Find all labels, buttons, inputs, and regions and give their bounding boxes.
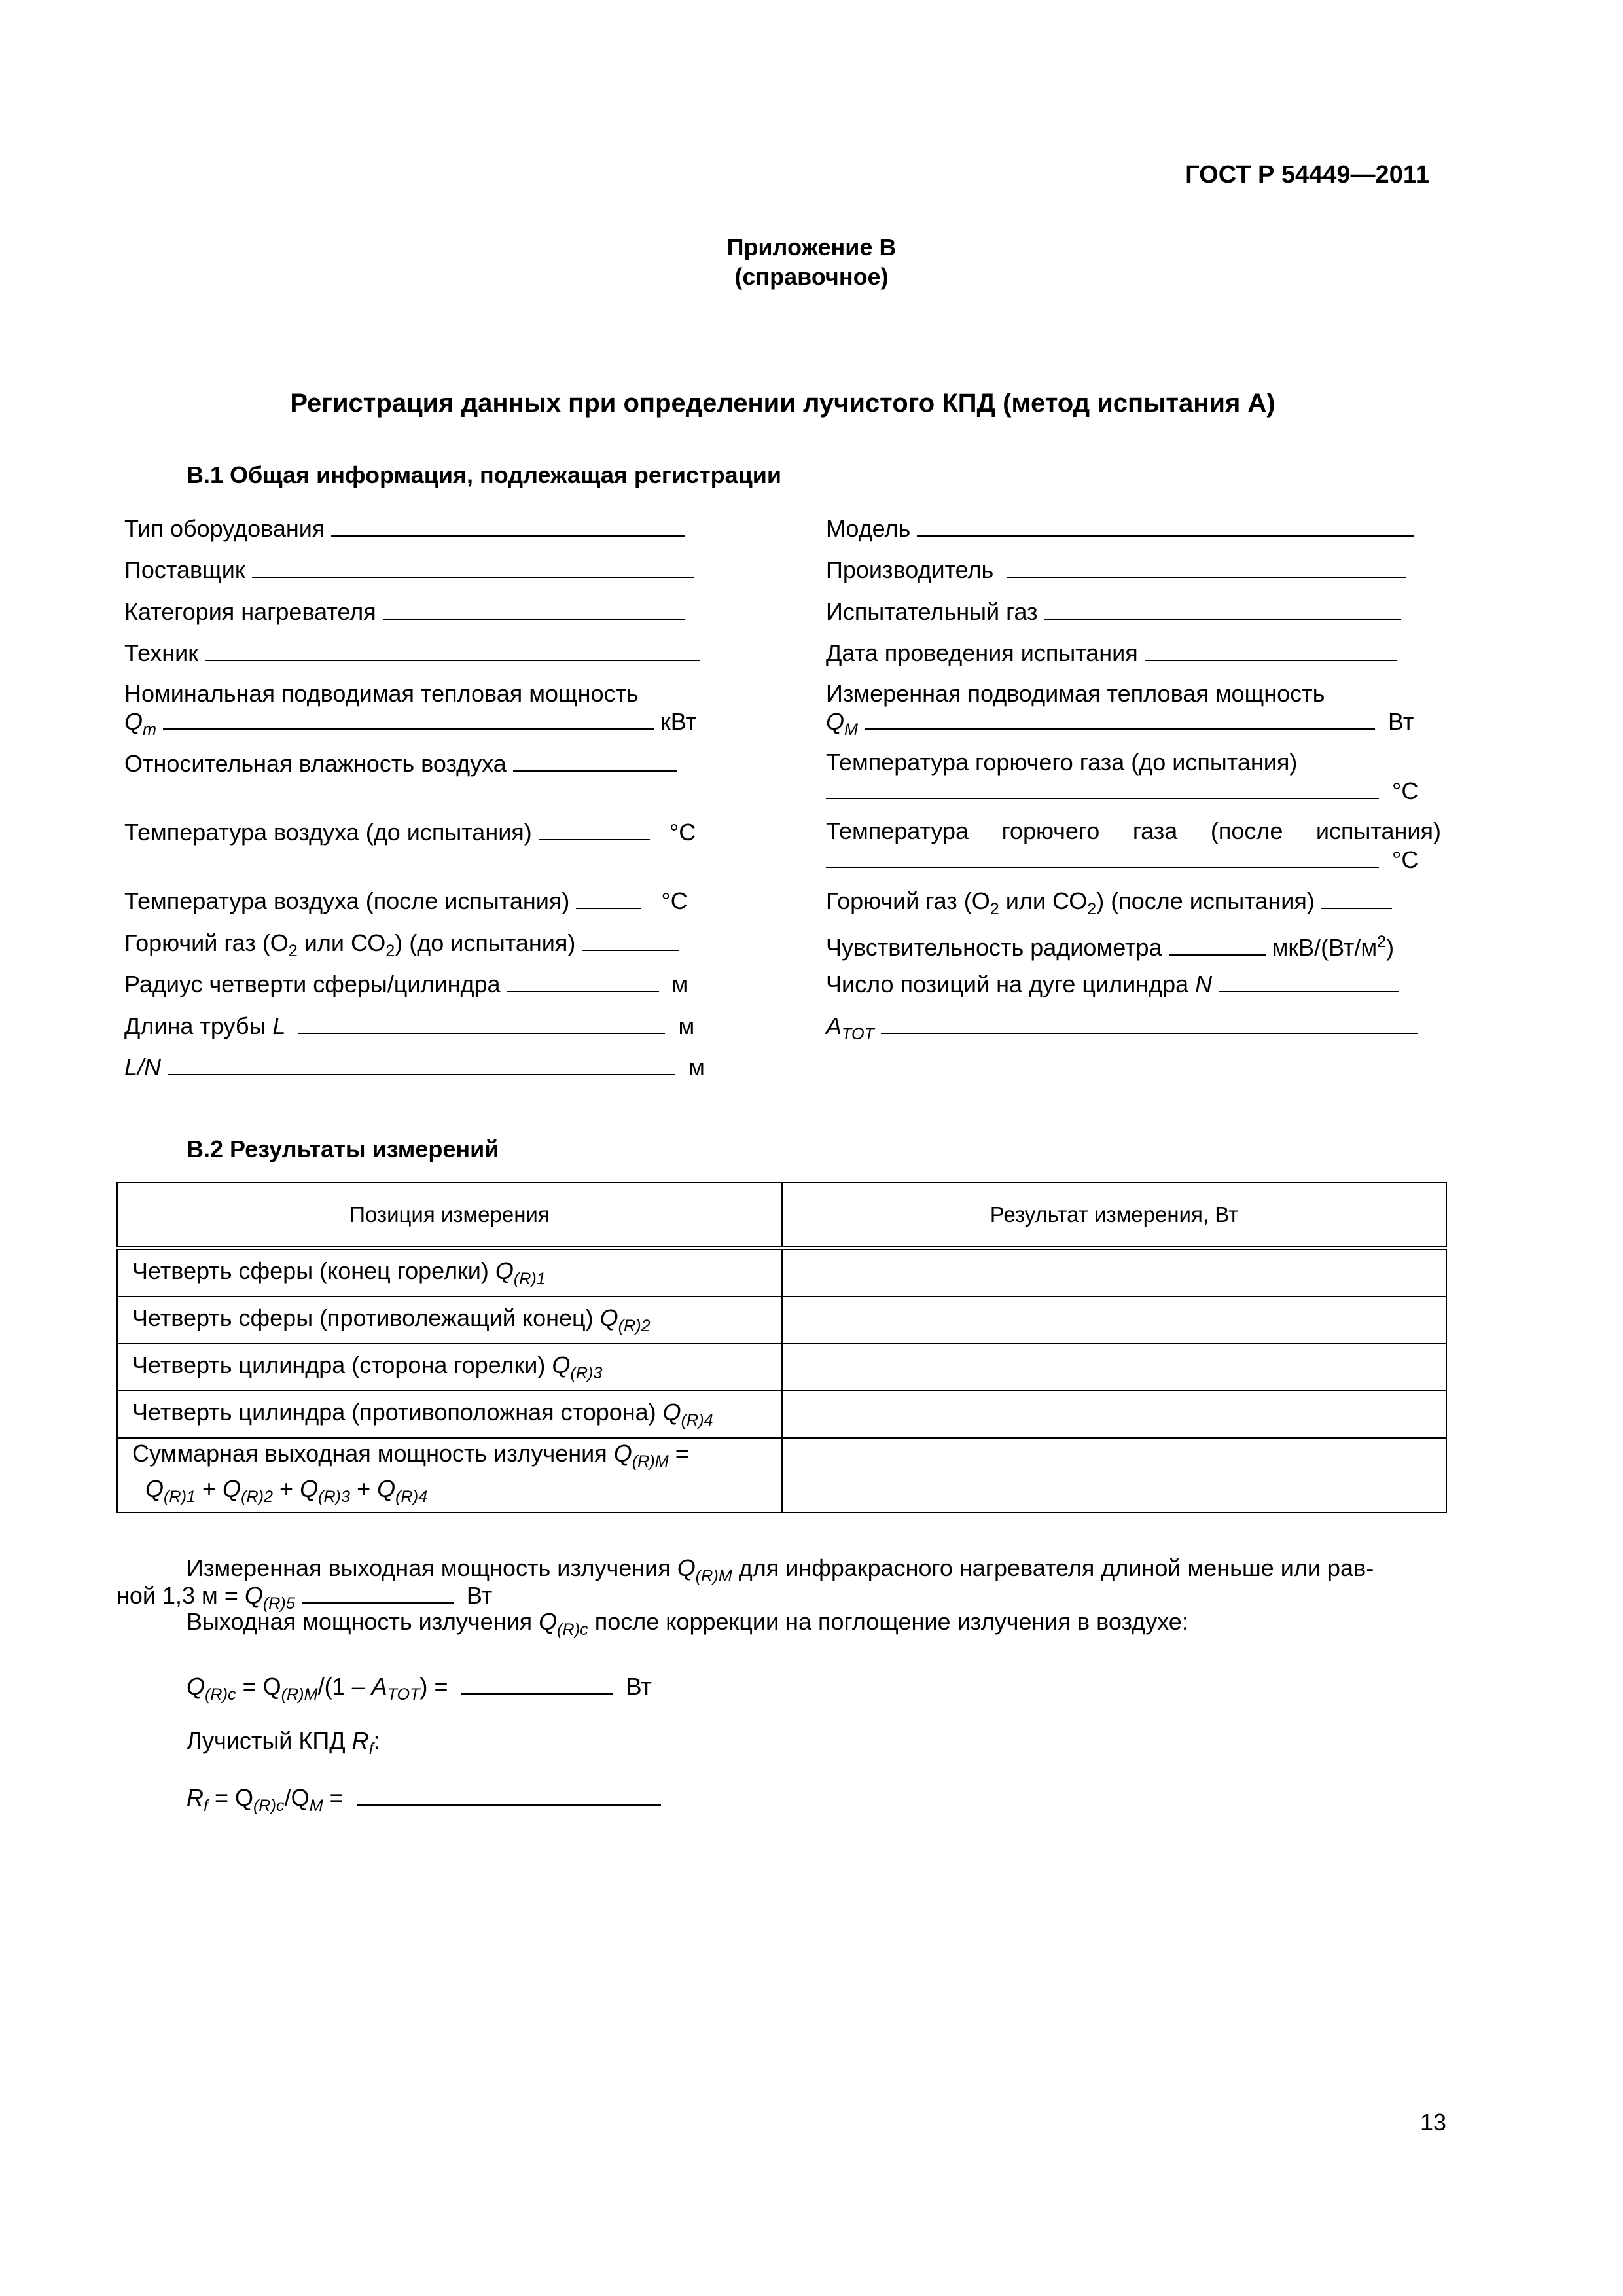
- blank-line[interactable]: [163, 708, 654, 730]
- table-row: [117, 1391, 1446, 1438]
- column-header-result: Результат измерения, Вт: [782, 1183, 1446, 1248]
- row-label: Суммарная выходная мощность излучения $Q_{(R)M}$ = $Q_{(R)1} + Q_{(R)2} + Q_{(R)3} + Q_{(R)4}$: [117, 1438, 782, 1513]
- field-l-over-n: L/N м: [124, 1054, 705, 1081]
- field-test-date: Дата проведения испытания: [826, 639, 1397, 666]
- blank-line[interactable]: [917, 514, 1414, 537]
- section-2-heading: В.2 Результаты измерений: [187, 1136, 499, 1162]
- formula-radiant-efficiency: $R_f = Q_{(R)c}/Q_M$ =: [187, 1784, 661, 1819]
- blank-line[interactable]: [1145, 639, 1397, 661]
- row-label: Четверть цилиндра (противоположная сторона) $Q_{(R)4}$: [117, 1391, 782, 1438]
- blank-line[interactable]: [1219, 970, 1399, 992]
- table-row: [117, 1344, 1446, 1391]
- field-model: Модель: [826, 514, 1414, 542]
- blank-line[interactable]: [302, 1581, 454, 1604]
- field-supplier: Поставщик: [124, 556, 694, 583]
- field-fuel-gas-after: Горючий газ ($О_2$ или $СО_2$) (после испытания): [826, 887, 1392, 922]
- blank-line[interactable]: [168, 1053, 675, 1075]
- results-table: [116, 1182, 1447, 1513]
- section-1-heading: В.1 Общая информация, подлежащая регистрации: [187, 461, 782, 488]
- blank-line[interactable]: [1169, 933, 1266, 956]
- field-gas-temp-after-label: Температура горючего газа (после испытания): [826, 817, 1441, 844]
- result-cell[interactable]: [782, 1248, 1446, 1297]
- blank-line[interactable]: [252, 556, 694, 578]
- blank-line[interactable]: [865, 708, 1375, 730]
- field-gas-temp-before: °С: [826, 777, 1418, 804]
- appendix-subtitle: (справочное): [734, 263, 889, 290]
- document-code: ГОСТ Р 54449—2011: [1185, 161, 1429, 188]
- page-number: 13: [1419, 2109, 1446, 2136]
- row-label: Четверть цилиндра (сторона горелки) $Q_{(R)3}$: [117, 1344, 782, 1391]
- row-label: Четверть сферы (конец горелки) $Q_{(R)1}$: [117, 1248, 782, 1297]
- field-radius: Радиус четверти сферы/цилиндра м: [124, 971, 688, 997]
- blank-line[interactable]: [582, 929, 679, 951]
- field-measured-power: $Q_M$ Вт: [826, 708, 1414, 740]
- field-tube-length: Длина трубы L м: [124, 1013, 695, 1039]
- column-header-position: Позиция измерения: [117, 1183, 782, 1248]
- paragraph-measured-output: Измеренная выходная мощность излучения $Q_{(R)M}$ для инфракрасного нагревателя длиной меньше или рав-: [187, 1554, 1374, 1586]
- result-cell[interactable]: [782, 1297, 1446, 1344]
- blank-line[interactable]: [826, 846, 1379, 868]
- field-humidity: Относительная влажность воздуха: [124, 749, 677, 777]
- table-row: [117, 1297, 1446, 1344]
- paragraph-measured-output-cont: ной 1,3 $м = Q_{(R)5}$ Вт: [116, 1582, 493, 1613]
- field-positions-count: Число позиций на дуге цилиндра N: [826, 970, 1399, 997]
- field-nominal-power: $Q_m$ кВт: [124, 708, 697, 740]
- blank-line[interactable]: [331, 514, 685, 537]
- field-radiometer-sensitivity: Чувствительность радиометра мкВ/$(Вт/м^2)$: [826, 933, 1395, 961]
- field-nominal-power-label: Номинальная подводимая тепловая мощность: [124, 680, 639, 707]
- field-atot: $A_{TOT}$: [826, 1012, 1418, 1047]
- paragraph-radiant-efficiency: Лучистый КПД $R_f$:: [187, 1727, 380, 1759]
- field-fuel-gas-before: Горючий газ ($О_2$ или $СО_2$) (до испытания): [124, 929, 679, 964]
- result-cell[interactable]: [782, 1391, 1446, 1438]
- blank-line[interactable]: [383, 598, 685, 620]
- blank-line[interactable]: [513, 749, 677, 772]
- row-label: Четверть сферы (противолежащий конец) $Q_{(R)2}$: [117, 1297, 782, 1344]
- field-equipment-type: Тип оборудования: [124, 514, 685, 542]
- field-technician: Техник: [124, 639, 700, 666]
- blank-line[interactable]: [461, 1672, 613, 1695]
- paragraph-corrected-output: Выходная мощность излучения $Q_{(R)c}$ после коррекции на поглощение излучения в воздухе:: [187, 1608, 1188, 1640]
- blank-line[interactable]: [507, 970, 659, 992]
- blank-line[interactable]: [881, 1012, 1418, 1034]
- blank-line[interactable]: [1321, 887, 1392, 909]
- blank-line[interactable]: [357, 1784, 661, 1806]
- main-title: Регистрация данных при определении лучистого КПД (метод испытания А): [290, 389, 1275, 418]
- field-test-gas: Испытательный газ: [826, 598, 1401, 625]
- blank-line[interactable]: [298, 1012, 665, 1034]
- field-heater-category: Категория нагревателя: [124, 598, 685, 625]
- blank-line[interactable]: [1007, 556, 1406, 578]
- blank-line[interactable]: [205, 639, 700, 661]
- field-manufacturer: Производитель: [826, 556, 1406, 583]
- table-header-row: [117, 1183, 1446, 1248]
- table-row: [117, 1248, 1446, 1297]
- blank-line[interactable]: [1044, 598, 1401, 620]
- blank-line[interactable]: [539, 818, 650, 840]
- blank-line[interactable]: [576, 887, 641, 909]
- appendix-title: Приложение В: [726, 234, 897, 260]
- field-measured-power-label: Измеренная подводимая тепловая мощность: [826, 680, 1325, 707]
- result-cell[interactable]: [782, 1438, 1446, 1513]
- blank-line[interactable]: [826, 777, 1379, 799]
- formula-corrected-output: $Q_{(R)c} = Q_{(R)M}/(1 - A_{TOT})$ = Вт: [187, 1673, 652, 1704]
- field-gas-temp-after: °С: [826, 846, 1418, 873]
- field-air-temp-after: Температура воздуха (после испытания) °С: [124, 888, 688, 914]
- table-row-sum: [117, 1438, 1446, 1513]
- field-air-temp-before: Температура воздуха (до испытания) °С: [124, 819, 696, 846]
- field-gas-temp-before-label: Температура горючего газа (до испытания): [826, 749, 1298, 776]
- result-cell[interactable]: [782, 1344, 1446, 1391]
